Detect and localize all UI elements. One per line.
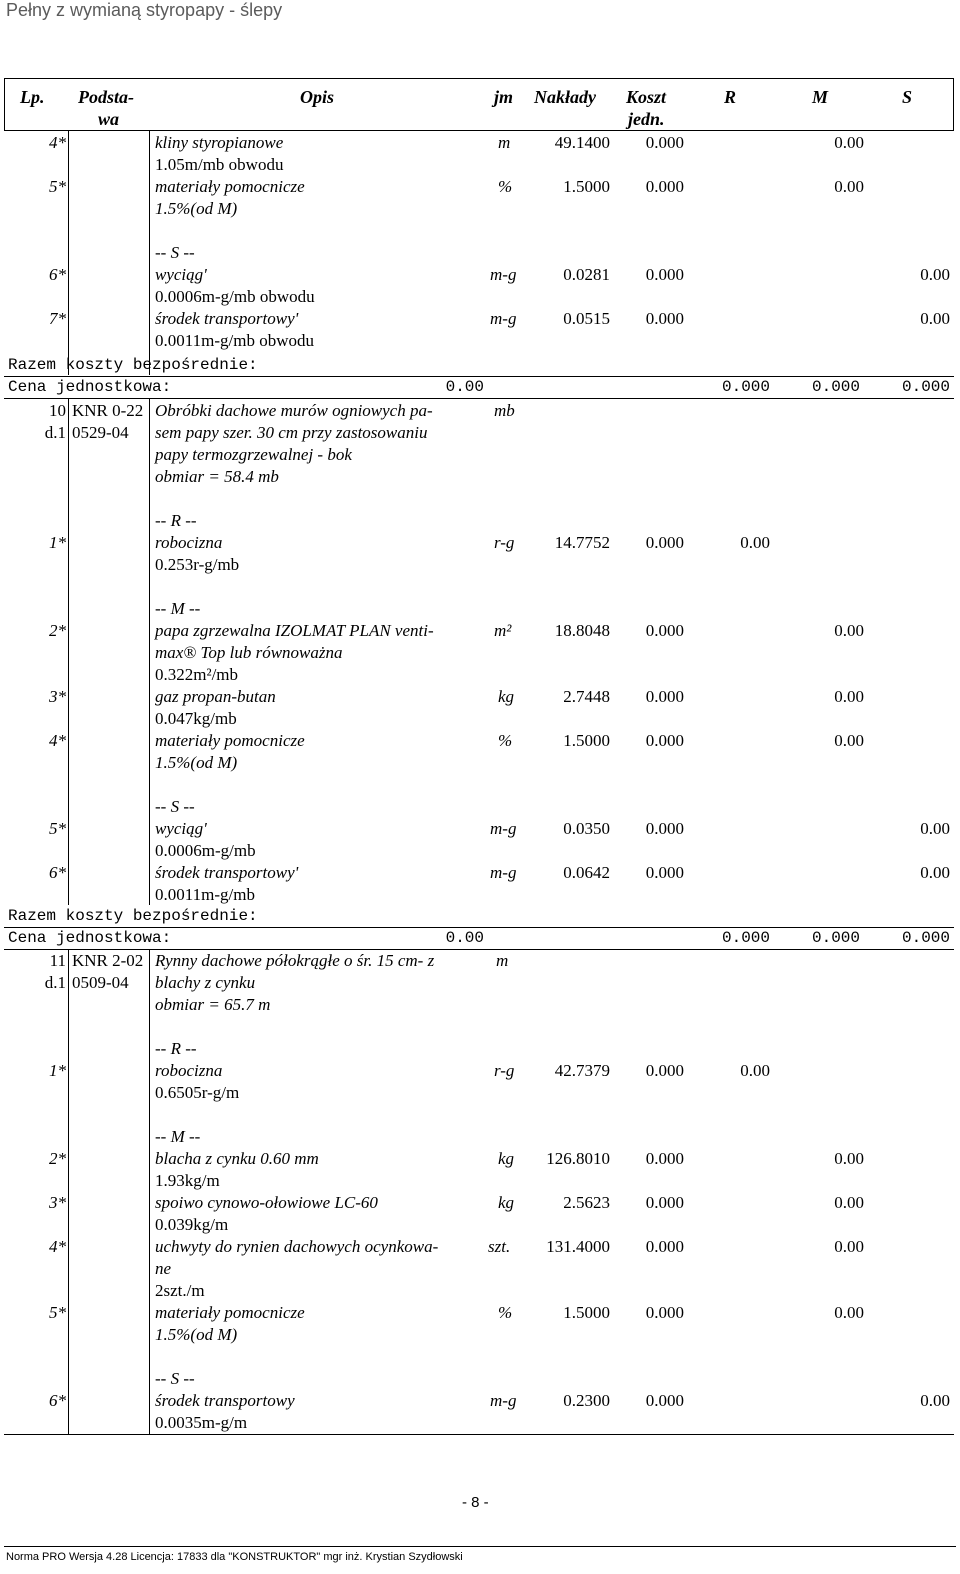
row-koszt: 0.000 xyxy=(645,621,684,640)
row-lp: 1* xyxy=(49,1061,66,1080)
header-s: S xyxy=(902,87,913,107)
row-koszt: 0.000 xyxy=(645,177,684,196)
header-naklady: Nakłady xyxy=(534,87,596,107)
row-m: 0.00 xyxy=(834,1237,864,1256)
col-rule-2b xyxy=(149,398,150,905)
header-m: M xyxy=(812,87,829,107)
row-koszt: 0.000 xyxy=(645,863,684,882)
row-opis: robocizna xyxy=(155,1061,223,1080)
row-opis: materiały pomocnicze xyxy=(155,177,305,196)
section-r: -- R -- xyxy=(155,1039,197,1058)
cena-label: Cena jednostkowa: xyxy=(8,929,172,947)
row-naklady: 0.2300 xyxy=(563,1391,610,1410)
header-koszt: Koszt xyxy=(626,87,667,107)
header-r: R xyxy=(724,87,737,107)
cena-m: 0.000 xyxy=(811,378,860,396)
row-koszt: 0.000 xyxy=(645,1061,684,1080)
position-basis: KNR 2-02 xyxy=(72,951,144,970)
row-jm: m-g xyxy=(490,1391,517,1410)
position-basis-code: 0509-04 xyxy=(72,973,129,992)
row-m: 0.00 xyxy=(834,1193,864,1212)
row-lp: 5* xyxy=(49,819,66,838)
row-jm: m xyxy=(498,133,511,152)
position-number: 10 xyxy=(49,401,66,420)
row-s: 0.00 xyxy=(920,265,950,284)
row-opis: uchwyty do rynien dachowych ocynkowa- xyxy=(155,1237,439,1256)
row-jm: kg xyxy=(498,1193,515,1212)
row-jm: m-g xyxy=(490,863,517,882)
row-opis-2: ne xyxy=(155,1259,172,1278)
row-opis: papa zgrzewalna IZOLMAT PLAN venti- xyxy=(155,621,434,640)
row-naklady: 0.0515 xyxy=(563,309,610,328)
row-norm: 0.047kg/mb xyxy=(155,709,237,728)
row-jm: szt. xyxy=(488,1237,511,1256)
cena-m: 0.000 xyxy=(811,929,860,947)
row-m: 0.00 xyxy=(834,1149,864,1168)
row-s: 0.00 xyxy=(920,309,950,328)
row-norm: 0.0006m-g/mb obwodu xyxy=(155,287,315,306)
footer-rule xyxy=(4,1546,956,1547)
cena-value: 0.00 xyxy=(445,929,484,947)
row-m: 0.00 xyxy=(834,177,864,196)
row-naklady: 0.0281 xyxy=(563,265,610,284)
row-naklady: 42.7379 xyxy=(554,1061,610,1080)
total-rule-2 xyxy=(4,398,954,399)
row-koszt: 0.000 xyxy=(645,1303,684,1322)
razem-label: Razem koszty bezpośrednie: xyxy=(8,907,258,925)
col-rule-2c xyxy=(149,950,150,1435)
position-number-suffix: d.1 xyxy=(44,973,66,992)
section-m: -- M -- xyxy=(155,599,201,618)
row-koszt: 0.000 xyxy=(645,687,684,706)
section-r: -- R -- xyxy=(155,511,197,530)
header-top-rule xyxy=(4,78,954,79)
col-rule-1a xyxy=(68,130,69,375)
row-norm: 1.93kg/m xyxy=(155,1171,220,1190)
row-lp: 2* xyxy=(49,1149,66,1168)
cena-label: Cena jednostkowa: xyxy=(8,378,172,396)
total-rule-4 xyxy=(4,949,954,950)
position-number-suffix: d.1 xyxy=(44,423,66,442)
razem-label: Razem koszty bezpośrednie: xyxy=(8,356,258,374)
row-naklady: 14.7752 xyxy=(554,533,610,552)
document-title: Pełny z wymianą styropapy - ślepy xyxy=(6,0,283,20)
row-koszt: 0.000 xyxy=(645,133,684,152)
row-jm: m-g xyxy=(490,819,517,838)
row-naklady: 0.0350 xyxy=(563,819,610,838)
position-jm: mb xyxy=(494,401,515,420)
row-jm: m² xyxy=(494,621,512,640)
row-jm: % xyxy=(498,1303,513,1322)
row-opis: środek transportowy' xyxy=(155,863,299,882)
row-koszt: 0.000 xyxy=(645,309,684,328)
header-koszt-2: jedn. xyxy=(628,109,665,129)
row-opis: materiały pomocnicze xyxy=(155,731,305,750)
position-description-3: papy termozgrzewalnej - bok xyxy=(155,445,352,464)
row-naklady: 0.0642 xyxy=(563,863,610,882)
cena-s: 0.000 xyxy=(901,929,950,947)
section-m: -- M -- xyxy=(155,1127,201,1146)
row-norm: 1.5%(od M) xyxy=(155,199,238,218)
page-number: - 8 - xyxy=(462,1494,489,1511)
row-opis: blacha z cynku 0.60 mm xyxy=(155,1149,319,1168)
position-number: 11 xyxy=(49,951,66,970)
row-m: 0.00 xyxy=(834,133,864,152)
row-opis: wyciąg' xyxy=(155,265,207,284)
row-norm: 1.5%(od M) xyxy=(155,753,238,772)
row-koszt: 0.000 xyxy=(645,1193,684,1212)
header-opis: Opis xyxy=(300,87,335,107)
row-lp: 7* xyxy=(49,309,66,328)
row-lp: 2* xyxy=(49,621,66,640)
row-lp: 5* xyxy=(49,1303,66,1322)
row-jm: r-g xyxy=(494,533,515,552)
row-opis: robocizna xyxy=(155,533,223,552)
row-lp: 3* xyxy=(49,1193,66,1212)
section-s: -- S -- xyxy=(155,797,195,816)
row-opis: spoiwo cynowo-ołowiowe LC-60 xyxy=(155,1193,378,1212)
row-norm: 0.039kg/m xyxy=(155,1215,229,1234)
row-norm: 0.0011m-g/mb obwodu xyxy=(155,331,314,350)
row-naklady: 1.5000 xyxy=(563,731,610,750)
row-lp: 3* xyxy=(49,687,66,706)
row-koszt: 0.000 xyxy=(645,1149,684,1168)
row-s: 0.00 xyxy=(920,819,950,838)
row-m: 0.00 xyxy=(834,687,864,706)
row-jm: kg xyxy=(498,687,515,706)
row-lp: 6* xyxy=(49,1391,66,1410)
row-m: 0.00 xyxy=(834,621,864,640)
cena-r: 0.000 xyxy=(721,929,770,947)
row-koszt: 0.000 xyxy=(645,819,684,838)
row-naklady: 18.8048 xyxy=(554,621,610,640)
row-s: 0.00 xyxy=(920,1391,950,1410)
position-quantity: obmiar = 58.4 mb xyxy=(155,467,279,486)
position-jm: m xyxy=(496,951,509,970)
section-s: -- S -- xyxy=(155,1369,195,1388)
position-quantity: obmiar = 65.7 m xyxy=(155,995,271,1014)
row-s: 0.00 xyxy=(920,863,950,882)
row-jm: r-g xyxy=(494,1061,515,1080)
row-jm: m-g xyxy=(490,309,517,328)
row-naklady: 2.7448 xyxy=(563,687,610,706)
row-norm: 0.0035m-g/m xyxy=(155,1413,248,1432)
row-lp: 4* xyxy=(49,731,66,750)
row-norm: 0.6505r-g/m xyxy=(155,1083,240,1102)
row-opis: kliny styropianowe xyxy=(155,133,284,152)
position-description: Obróbki dachowe murów ogniowych pa- xyxy=(155,401,433,420)
row-opis: środek transportowy' xyxy=(155,309,299,328)
row-r: 0.00 xyxy=(740,1061,770,1080)
row-norm: 2szt./m xyxy=(155,1281,205,1300)
position-basis: KNR 0-22 xyxy=(72,401,144,420)
header-podstawa: Podsta- xyxy=(78,87,134,107)
row-norm: 0.0011m-g/mb xyxy=(155,885,255,904)
row-opis: wyciąg' xyxy=(155,819,207,838)
cena-s: 0.000 xyxy=(901,378,950,396)
row-norm: 1.5%(od M) xyxy=(155,1325,238,1344)
row-opis: materiały pomocnicze xyxy=(155,1303,305,1322)
cena-value: 0.00 xyxy=(445,378,484,396)
row-koszt: 0.000 xyxy=(645,731,684,750)
row-norm: 0.0006m-g/mb xyxy=(155,841,256,860)
row-opis-2: max® Top lub równoważna xyxy=(155,643,343,662)
row-naklady: 49.1400 xyxy=(554,133,610,152)
row-norm: 1.05m/mb obwodu xyxy=(155,155,284,174)
row-jm: kg xyxy=(498,1149,515,1168)
row-lp: 4* xyxy=(49,1237,66,1256)
row-jm: % xyxy=(498,177,513,196)
row-m: 0.00 xyxy=(834,1303,864,1322)
header-lp: Lp. xyxy=(20,87,45,107)
col-rule-1c xyxy=(68,950,69,1435)
row-lp: 6* xyxy=(49,265,66,284)
header-right-rule xyxy=(953,78,954,130)
row-lp: 6* xyxy=(49,863,66,882)
row-naklady: 2.5623 xyxy=(563,1193,610,1212)
row-jm: m-g xyxy=(490,265,517,284)
row-lp: 5* xyxy=(49,177,66,196)
row-koszt: 0.000 xyxy=(645,1237,684,1256)
row-naklady: 131.4000 xyxy=(546,1237,610,1256)
row-jm: % xyxy=(498,731,513,750)
row-opis: środek transportowy xyxy=(155,1391,295,1410)
row-lp: 4* xyxy=(49,133,66,152)
row-norm: 0.322m²/mb xyxy=(155,665,239,684)
row-naklady: 126.8010 xyxy=(546,1149,610,1168)
footer-text: Norma PRO Wersja 4.28 Licencja: 17833 dla "KONSTRUKTOR" mgr inż. Krystian Szydłowski xyxy=(6,1551,463,1563)
header-bottom-rule xyxy=(4,130,954,131)
col-rule-2a xyxy=(149,130,150,375)
cena-r: 0.000 xyxy=(721,378,770,396)
position-description: Rynny dachowe półokrągłe o śr. 15 cm- z xyxy=(155,951,435,970)
row-opis: gaz propan-butan xyxy=(155,687,276,706)
row-naklady: 1.5000 xyxy=(563,177,610,196)
position-description-2: blachy z cynku xyxy=(155,973,256,992)
row-m: 0.00 xyxy=(834,731,864,750)
position-description-2: sem papy szer. 30 cm przy zastosowaniu xyxy=(155,423,428,442)
row-koszt: 0.000 xyxy=(645,1391,684,1410)
table-bottom-rule xyxy=(4,1434,954,1435)
header-left-rule xyxy=(4,78,5,130)
position-basis-code: 0529-04 xyxy=(72,423,129,442)
row-norm: 0.253r-g/mb xyxy=(155,555,240,574)
section-s: -- S -- xyxy=(155,243,195,262)
row-naklady: 1.5000 xyxy=(563,1303,610,1322)
col-rule-1b xyxy=(68,398,69,905)
row-koszt: 0.000 xyxy=(645,533,684,552)
header-podstawa-2: wa xyxy=(98,109,120,129)
row-lp: 1* xyxy=(49,533,66,552)
header-jm: jm xyxy=(494,87,514,107)
row-koszt: 0.000 xyxy=(645,265,684,284)
row-r: 0.00 xyxy=(740,533,770,552)
